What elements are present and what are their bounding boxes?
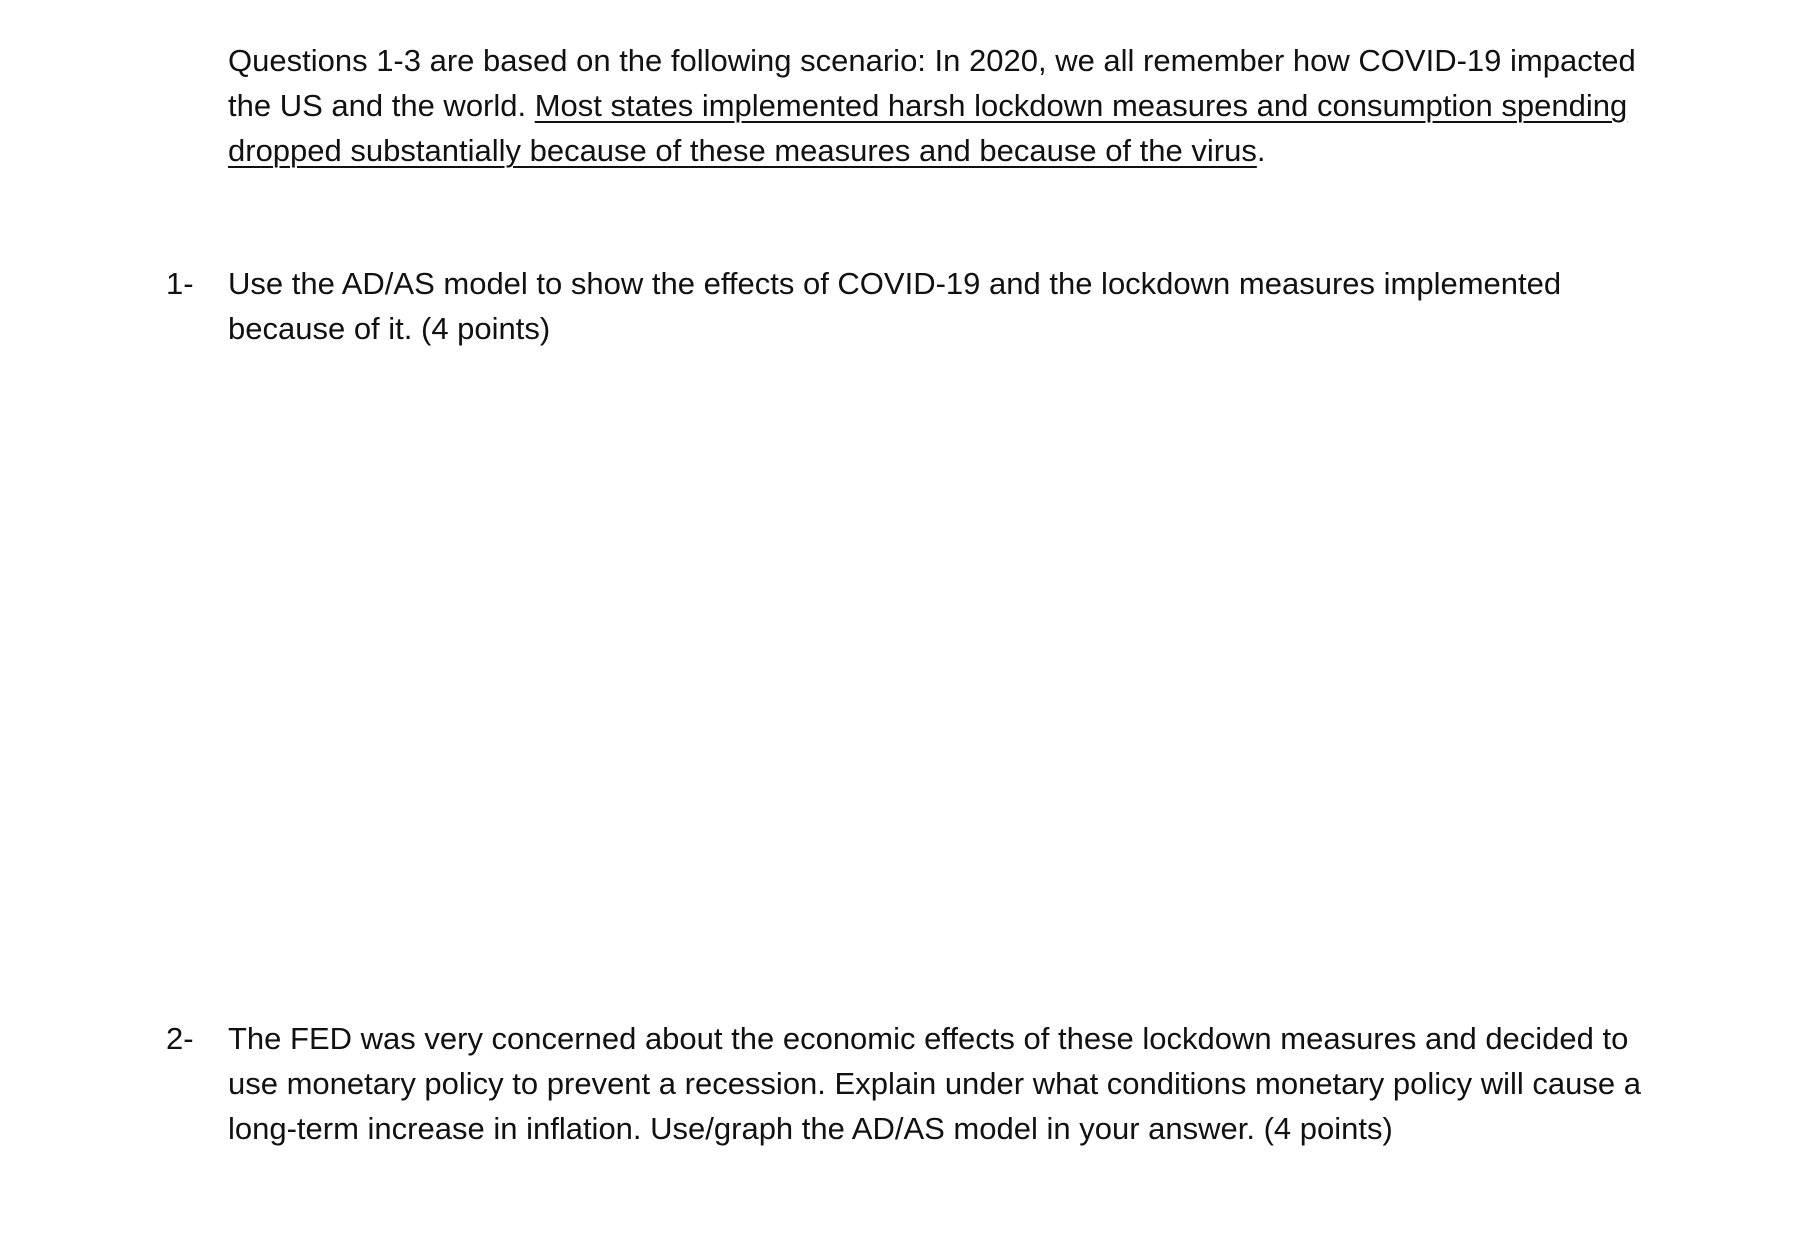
question-2-number: 2- bbox=[166, 1021, 194, 1056]
scenario-intro: Questions 1-3 are based on the following scenario: In 2020, we all remember how COVID-19 impacted the US and the world. bbox=[228, 43, 1636, 123]
question-1 bbox=[166, 261, 1656, 351]
scenario-end: . bbox=[1256, 133, 1266, 168]
scenario-underlined-text: Most states implemented harsh lockdown measures and consumption spending dropped substantially because of these measures and because of the virus bbox=[228, 88, 1628, 168]
scenario-paragraph bbox=[228, 38, 1648, 173]
answer-space-question-1 bbox=[228, 360, 1648, 990]
question-1-number: 1- bbox=[166, 266, 194, 301]
question-2 bbox=[166, 1016, 1656, 1151]
question-2-text: The FED was very concerned about the economic effects of these lockdown measures and decided to use monetary policy to prevent a recession. Explain under what conditions monetary policy will cause a long-term increase in inflation. Use/graph the AD/AS model in your answer. (4 points) bbox=[228, 1021, 1641, 1146]
question-1-text: Use the AD/AS model to show the effects of COVID-19 and the lockdown measures implemented because of it. (4 points) bbox=[228, 266, 1562, 346]
